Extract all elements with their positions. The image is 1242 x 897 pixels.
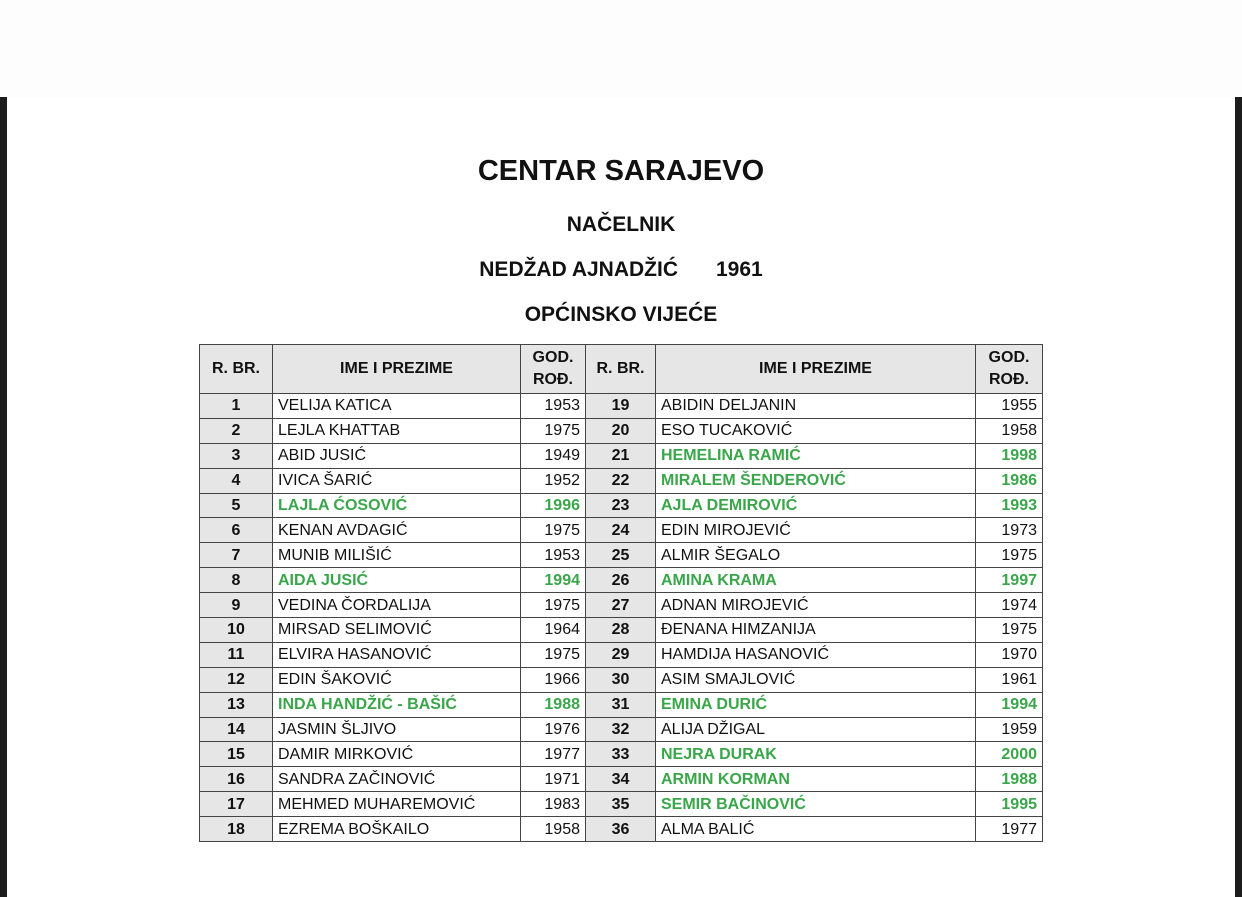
member-number: 24 (586, 518, 656, 543)
member-birth-year: 1953 (521, 394, 586, 419)
table-row (200, 742, 1043, 767)
member-name: MIRSAD SELIMOVIĆ (273, 618, 521, 643)
header-year-line1: GOD. (532, 349, 574, 366)
member-name: AIDA JUSIĆ (273, 568, 521, 593)
member-number: 20 (586, 418, 656, 443)
member-birth-year: 1974 (976, 593, 1043, 618)
member-birth-year: 1958 (521, 817, 586, 842)
member-number: 13 (200, 692, 273, 717)
member-birth-year: 1975 (976, 618, 1043, 643)
member-birth-year: 1995 (976, 792, 1043, 817)
member-name: LAJLA ĆOSOVIĆ (273, 493, 521, 518)
table-row (200, 667, 1043, 692)
member-name: JASMIN ŠLJIVO (273, 717, 521, 742)
member-name: ALMA BALIĆ (656, 817, 976, 842)
member-name: ABIDIN DELJANIN (656, 394, 976, 419)
member-number: 18 (200, 817, 273, 842)
member-birth-year: 1977 (976, 817, 1043, 842)
header-num-left: R. BR. (200, 345, 273, 394)
member-birth-year: 1997 (976, 568, 1043, 593)
member-birth-year: 1983 (521, 792, 586, 817)
member-number: 9 (200, 593, 273, 618)
member-name: HEMELINA RAMIĆ (656, 443, 976, 468)
member-birth-year: 1973 (976, 518, 1043, 543)
member-birth-year: 1977 (521, 742, 586, 767)
member-birth-year: 1961 (976, 667, 1043, 692)
member-birth-year: 1955 (976, 394, 1043, 419)
member-number: 28 (586, 618, 656, 643)
mayor-name: NEDŽAD AJNADŽIĆ (479, 258, 678, 281)
member-birth-year: 1966 (521, 667, 586, 692)
mayor-birth-year: 1961 (716, 258, 763, 281)
table-row (200, 817, 1043, 842)
member-name: KENAN AVDAGIĆ (273, 518, 521, 543)
member-name: MUNIB MILIŠIĆ (273, 543, 521, 568)
member-birth-year: 1988 (521, 692, 586, 717)
member-name: MEHMED MUHAREMOVIĆ (273, 792, 521, 817)
member-number: 15 (200, 742, 273, 767)
member-number: 12 (200, 667, 273, 692)
table-row (200, 642, 1043, 667)
member-number: 19 (586, 394, 656, 419)
member-name: NEJRA DURAK (656, 742, 976, 767)
member-number: 27 (586, 593, 656, 618)
member-birth-year: 1994 (521, 568, 586, 593)
member-number: 32 (586, 717, 656, 742)
member-name: ARMIN KORMAN (656, 767, 976, 792)
member-number: 16 (200, 767, 273, 792)
member-birth-year: 1952 (521, 468, 586, 493)
member-name: MIRALEM ŠENDEROVIĆ (656, 468, 976, 493)
table-row (200, 717, 1043, 742)
header-year-line1: GOD. (988, 349, 1030, 366)
member-number: 29 (586, 642, 656, 667)
table-row (200, 394, 1043, 419)
member-birth-year: 1996 (521, 493, 586, 518)
member-name: SANDRA ZAČINOVIĆ (273, 767, 521, 792)
member-number: 5 (200, 493, 273, 518)
member-number: 23 (586, 493, 656, 518)
member-number: 2 (200, 418, 273, 443)
member-name: INDA HANDŽIĆ - BAŠIĆ (273, 692, 521, 717)
member-name: ASIM SMAJLOVIĆ (656, 667, 976, 692)
member-number: 25 (586, 543, 656, 568)
member-birth-year: 2000 (976, 742, 1043, 767)
member-number: 22 (586, 468, 656, 493)
member-birth-year: 1975 (521, 418, 586, 443)
member-birth-year: 1993 (976, 493, 1043, 518)
member-name: ALIJA DŽIGAL (656, 717, 976, 742)
member-name: ADNAN MIROJEVIĆ (656, 593, 976, 618)
member-birth-year: 1971 (521, 767, 586, 792)
member-number: 30 (586, 667, 656, 692)
member-birth-year: 1975 (521, 518, 586, 543)
member-name: LEJLA KHATTAB (273, 418, 521, 443)
member-birth-year: 1975 (521, 642, 586, 667)
member-name: VELIJA KATICA (273, 394, 521, 419)
member-birth-year: 1976 (521, 717, 586, 742)
header-year-line2: ROĐ. (533, 371, 573, 388)
member-name: EZREMA BOŠKAILO (273, 817, 521, 842)
member-number: 6 (200, 518, 273, 543)
member-number: 31 (586, 692, 656, 717)
member-name: ALMIR ŠEGALO (656, 543, 976, 568)
member-name: VEDINA ČORDALIJA (273, 593, 521, 618)
table-row (200, 593, 1043, 618)
table-row (200, 468, 1043, 493)
member-number: 7 (200, 543, 273, 568)
member-number: 17 (200, 792, 273, 817)
table-row (200, 418, 1043, 443)
member-number: 3 (200, 443, 273, 468)
member-birth-year: 1975 (521, 593, 586, 618)
member-number: 33 (586, 742, 656, 767)
member-name: AMINA KRAMA (656, 568, 976, 593)
member-birth-year: 1986 (976, 468, 1043, 493)
table-row (200, 518, 1043, 543)
header-year-left (521, 345, 586, 394)
member-name: ELVIRA HASANOVIĆ (273, 642, 521, 667)
member-birth-year: 1998 (976, 443, 1043, 468)
member-number: 4 (200, 468, 273, 493)
header-name-right: IME I PREZIME (656, 345, 976, 394)
member-birth-year: 1959 (976, 717, 1043, 742)
member-birth-year: 1964 (521, 618, 586, 643)
document-title: CENTAR SARAJEVO (477, 155, 765, 187)
table-row (200, 543, 1043, 568)
top-margin (0, 0, 1242, 97)
header-year-right (976, 345, 1043, 394)
table-row (200, 618, 1043, 643)
council-table (199, 344, 1043, 842)
member-name: AJLA DEMIROVIĆ (656, 493, 976, 518)
member-number: 1 (200, 394, 273, 419)
member-number: 35 (586, 792, 656, 817)
mayor-line (0, 258, 1242, 282)
table-row (200, 792, 1043, 817)
member-number: 26 (586, 568, 656, 593)
member-name: ESO TUCAKOVIĆ (656, 418, 976, 443)
header-num-right: R. BR. (586, 345, 656, 394)
table-row (200, 767, 1043, 792)
member-name: EDIN MIROJEVIĆ (656, 518, 976, 543)
table-header-row (200, 345, 1043, 394)
member-birth-year: 1975 (976, 543, 1043, 568)
table-row (200, 568, 1043, 593)
member-number: 8 (200, 568, 273, 593)
member-name: DAMIR MIRKOVIĆ (273, 742, 521, 767)
member-name: ĐENANA HIMZANIJA (656, 618, 976, 643)
member-birth-year: 1949 (521, 443, 586, 468)
header-name-left: IME I PREZIME (273, 345, 521, 394)
member-number: 10 (200, 618, 273, 643)
council-table-body (200, 394, 1043, 842)
table-row (200, 443, 1043, 468)
member-birth-year: 1970 (976, 642, 1043, 667)
member-birth-year: 1988 (976, 767, 1043, 792)
table-row (200, 493, 1043, 518)
member-name: ABID JUSIĆ (273, 443, 521, 468)
member-name: IVICA ŠARIĆ (273, 468, 521, 493)
member-number: 36 (586, 817, 656, 842)
table-row (200, 692, 1043, 717)
member-number: 21 (586, 443, 656, 468)
member-number: 11 (200, 642, 273, 667)
member-birth-year: 1958 (976, 418, 1043, 443)
mayor-label: NAČELNIK (566, 213, 676, 236)
member-name: SEMIR BAČINOVIĆ (656, 792, 976, 817)
member-name: EMINA DURIĆ (656, 692, 976, 717)
member-name: HAMDIJA HASANOVIĆ (656, 642, 976, 667)
header-year-line2: ROĐ. (989, 371, 1029, 388)
member-number: 34 (586, 767, 656, 792)
member-number: 14 (200, 717, 273, 742)
member-birth-year: 1953 (521, 543, 586, 568)
member-birth-year: 1994 (976, 692, 1043, 717)
council-label: OPĆINSKO VIJEĆE (524, 303, 718, 326)
member-name: EDIN ŠAKOVIĆ (273, 667, 521, 692)
